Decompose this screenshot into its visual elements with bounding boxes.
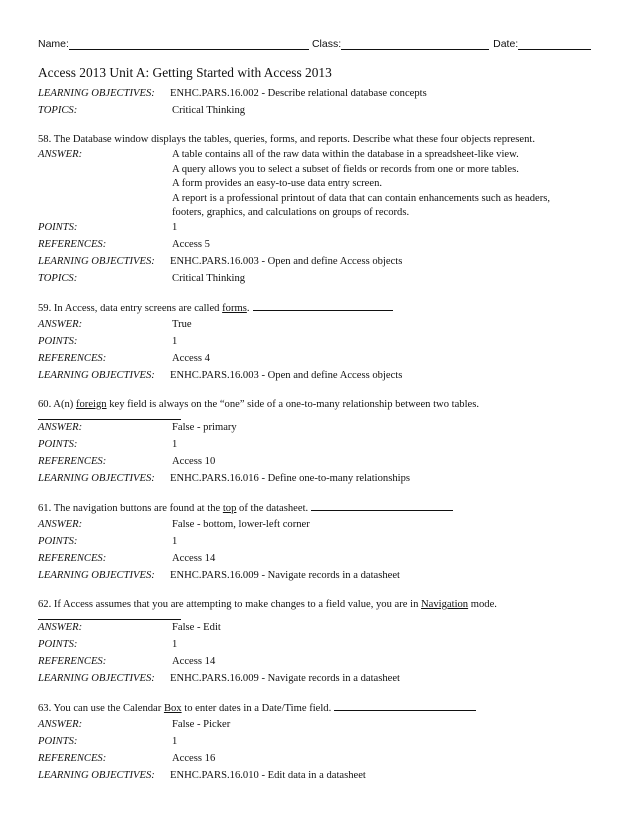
answer-line: A query allows you to select a subset of fields or records from one or more tables. bbox=[172, 163, 519, 175]
question-text: 62. If Access assumes that you are attempting to make changes to a field value, you are in Navigation mode. bbox=[38, 598, 497, 610]
answer-line: A form provides an easy-to-use data entry screen. bbox=[172, 178, 383, 190]
answer-label: ANSWER: bbox=[38, 622, 83, 634]
underlined-term: top bbox=[222, 502, 237, 514]
topics-label: TOPICS: bbox=[38, 104, 78, 116]
question-61 bbox=[38, 500, 603, 585]
question-text: 58. The Database window displays the tables, queries, forms, and reports. Describe what these four objects represent. bbox=[38, 133, 535, 145]
objectives-label: LEARNING OBJECTIVES: bbox=[38, 569, 155, 581]
answer-line: footers, graphics, and calculations on groups of records. bbox=[172, 207, 410, 219]
topic-value: Critical Thinking bbox=[172, 272, 246, 284]
question-text: 61. The navigation buttons are found at the top of the datasheet. bbox=[38, 500, 603, 518]
answer-blank bbox=[334, 700, 476, 711]
objectives-label: LEARNING OBJECTIVES: bbox=[38, 369, 155, 381]
answer-value: False - bottom, lower-left corner bbox=[172, 519, 310, 531]
points-label: POINTS: bbox=[38, 639, 78, 651]
answer-value: False - primary bbox=[172, 422, 237, 434]
name-label: Name: bbox=[38, 38, 69, 50]
points-value: 1 bbox=[172, 536, 178, 548]
answer-label: ANSWER: bbox=[38, 149, 83, 161]
date-blank bbox=[518, 38, 591, 50]
answer-blank bbox=[38, 413, 181, 420]
intro-block bbox=[38, 86, 603, 120]
references-label: REFERENCES: bbox=[38, 239, 107, 251]
answer-label: ANSWER: bbox=[38, 319, 83, 331]
answer-value: False - Edit bbox=[172, 622, 221, 634]
topic-value: Critical Thinking bbox=[172, 104, 246, 116]
answer-label: ANSWER: bbox=[38, 519, 83, 531]
answer-line: A report is a professional printout of data that can contain enhancements such as headers, bbox=[172, 192, 551, 204]
objectives-label: LEARNING OBJECTIVES: bbox=[38, 88, 155, 99]
answer-value bbox=[172, 148, 603, 220]
answer-blank bbox=[38, 613, 181, 620]
points-value: 1 bbox=[172, 439, 178, 451]
points-label: POINTS: bbox=[38, 336, 78, 348]
name-blank bbox=[69, 38, 309, 50]
references-label: REFERENCES: bbox=[38, 655, 107, 667]
objectives-label: LEARNING OBJECTIVES: bbox=[38, 256, 155, 268]
objectives-label: LEARNING OBJECTIVES: bbox=[38, 672, 155, 684]
points-value: 1 bbox=[172, 639, 178, 651]
objective-value: ENHC.PARS.16.003 - Open and define Access objects bbox=[170, 369, 403, 381]
underlined-term: forms bbox=[222, 302, 247, 314]
objective-value: ENHC.PARS.16.009 - Navigate records in a datasheet bbox=[170, 569, 400, 581]
references-value: Access 10 bbox=[172, 455, 216, 467]
answer-value: False - Picker bbox=[172, 719, 231, 731]
class-label: Class: bbox=[311, 38, 342, 50]
date-label: Date: bbox=[493, 38, 519, 50]
objective-value: ENHC.PARS.16.002 - Describe relational database concepts bbox=[170, 88, 427, 99]
points-value: 1 bbox=[172, 736, 178, 748]
page-title: Access 2013 Unit A: Getting Started with Access 2013 bbox=[38, 65, 332, 80]
points-label: POINTS: bbox=[38, 222, 78, 234]
references-label: REFERENCES: bbox=[38, 552, 107, 564]
question-62 bbox=[38, 597, 603, 688]
references-value: Access 14 bbox=[172, 655, 216, 667]
references-value: Access 16 bbox=[172, 752, 216, 764]
references-label: REFERENCES: bbox=[38, 752, 107, 764]
answer-value: True bbox=[172, 319, 192, 331]
references-label: REFERENCES: bbox=[38, 353, 107, 364]
objective-value: ENHC.PARS.16.010 - Edit data in a datasheet bbox=[170, 769, 366, 781]
question-58 bbox=[38, 132, 603, 288]
question-59 bbox=[38, 300, 603, 385]
references-value: Access 4 bbox=[172, 353, 210, 364]
objectives-label: LEARNING OBJECTIVES: bbox=[38, 769, 155, 781]
points-label: POINTS: bbox=[38, 536, 78, 548]
question-60 bbox=[38, 397, 603, 488]
question-text: 63. You can use the Calendar Box to enter dates in a Date/Time field. bbox=[38, 700, 603, 718]
topics-label: TOPICS: bbox=[38, 272, 78, 284]
references-value: Access 5 bbox=[172, 239, 210, 251]
student-header bbox=[38, 36, 603, 50]
points-value: 1 bbox=[172, 336, 178, 348]
objective-value: ENHC.PARS.16.003 - Open and define Access objects bbox=[170, 256, 403, 268]
answer-label: ANSWER: bbox=[38, 422, 83, 434]
class-blank bbox=[341, 38, 489, 50]
answer-label: ANSWER: bbox=[38, 719, 83, 731]
underlined-term: foreign bbox=[75, 398, 107, 410]
answer-line: A table contains all of the raw data within the database in a spreadsheet-like view. bbox=[172, 149, 519, 161]
objective-value: ENHC.PARS.16.016 - Define one-to-many relationships bbox=[170, 472, 411, 484]
answer-blank bbox=[253, 300, 393, 311]
objective-value: ENHC.PARS.16.009 - Navigate records in a datasheet bbox=[170, 672, 400, 684]
points-label: POINTS: bbox=[38, 736, 78, 748]
question-text: 60. A(n) foreign key field is always on the “one” side of a one-to-many relationship between two tables. bbox=[38, 398, 479, 410]
answer-blank bbox=[311, 500, 453, 511]
document-page bbox=[38, 36, 603, 785]
objectives-label: LEARNING OBJECTIVES: bbox=[38, 472, 155, 484]
question-63 bbox=[38, 700, 603, 785]
points-label: POINTS: bbox=[38, 439, 78, 451]
underlined-term: Navigation bbox=[421, 598, 469, 610]
question-text: 59. In Access, data entry screens are called forms. bbox=[38, 300, 603, 318]
points-value: 1 bbox=[172, 222, 178, 234]
references-value: Access 14 bbox=[172, 552, 216, 564]
underlined-term: Box bbox=[163, 702, 182, 714]
references-label: REFERENCES: bbox=[38, 455, 107, 467]
